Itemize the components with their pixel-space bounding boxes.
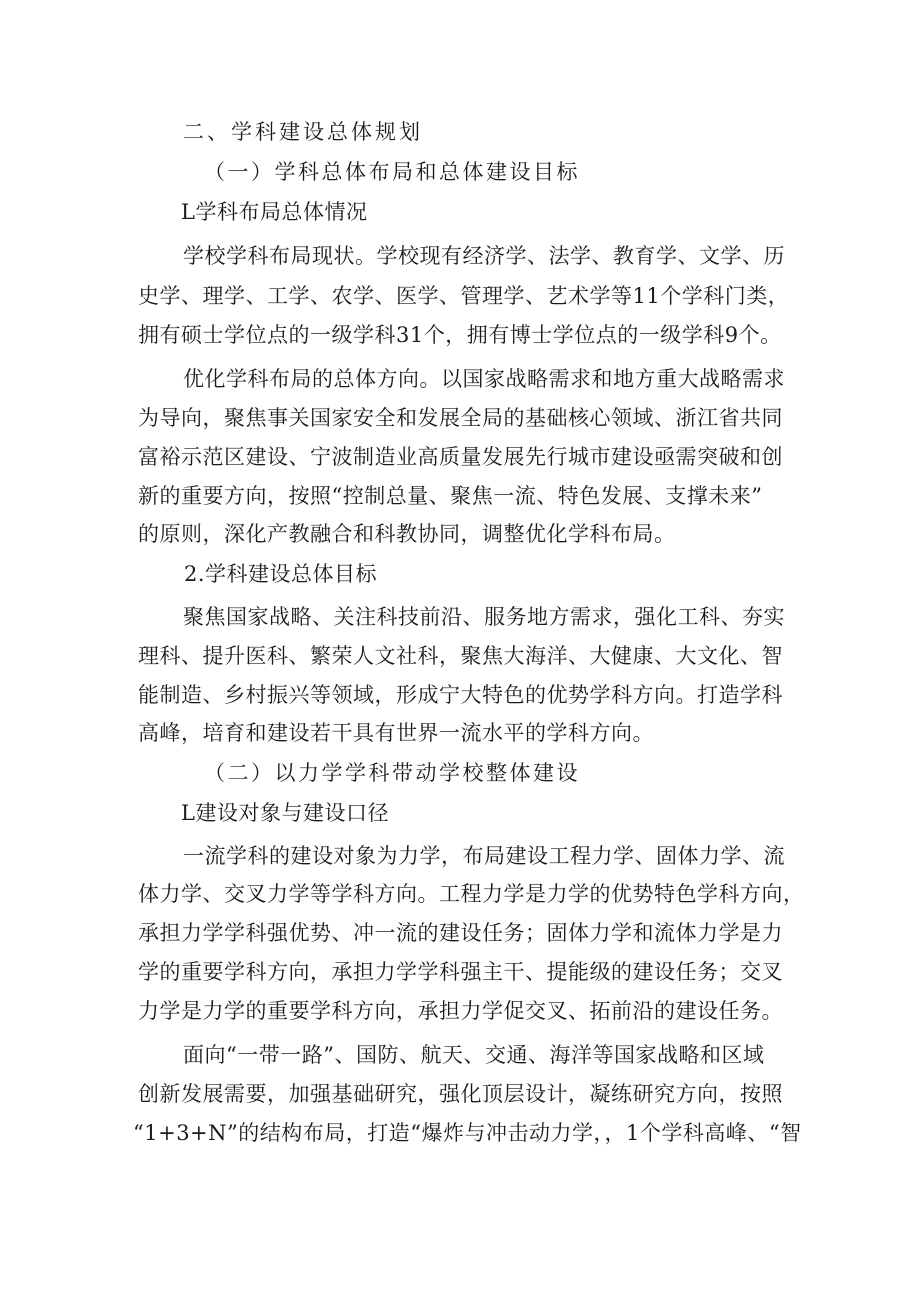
paragraph-line: 拥有硕士学位点的一级学科31个，拥有博士学位点的一级学科9个。 (138, 323, 782, 347)
paragraph-line: 富裕示范区建设、宁波制造业高质量发展先行城市建设亟需突破和创 (138, 445, 783, 469)
paragraph-line: 体力学、交叉力学等学科方向。工程力学是力学的优势特色学科方向， (138, 882, 805, 906)
part1-item2-title: 2.学科建设总体目标 (184, 562, 378, 586)
paragraph-line: 学校学科布局现状。学校现有经济学、法学、教育学、文学、历 (183, 244, 785, 268)
paragraph-line: 高峰，培育和建设若干具有世界一流水平的学科方向。 (138, 721, 654, 745)
paragraph-line: 创新发展需要，加强基础研究，强化顶层设计，凝练研究方向，按照 (138, 1082, 783, 1106)
paragraph-line: 学的重要学科方向，承担力学学科强主干、提能级的建设任务；交叉 (138, 960, 783, 984)
paragraph-line: 能制造、乡村振兴等领域，形成宁大特色的优势学科方向。打造学科 (138, 683, 783, 707)
paragraph-line: 面向“一带一路”、国防、航天、交通、海洋等国家战略和区域 (183, 1043, 765, 1067)
part2-item1-title: L建设对象与建设口径 (181, 801, 389, 825)
paragraph-line: 承担力学学科强优势、冲一流的建设任务；固体力学和流体力学是力 (138, 921, 783, 945)
paragraph-line: 新的重要方向，按照“控制总量、聚焦一流、特色发展、支撑未来” (138, 484, 763, 508)
paragraph-line: 力学是力学的重要学科方向，承担力学促交叉、拓前沿的建设任务。 (138, 999, 783, 1023)
paragraph-line: 为导向，聚焦事关国家安全和发展全局的基础核心领域、浙江省共同 (138, 406, 783, 430)
part1-item1-title: L学科布局总体情况 (181, 200, 368, 224)
paragraph-line: 的原则，深化产教融合和科教协同，调整优化学科布局。 (138, 522, 676, 546)
paragraph-line: 聚焦国家战略、关注科技前沿、服务地方需求，强化工科、夯实 (183, 605, 785, 629)
paragraph-line: 史学、理学、工学、农学、医学、管理学、艺术学等11个学科门类， (138, 284, 790, 308)
part2-title: （二）以力学学科带动学校整体建设 (204, 761, 580, 785)
paragraph-line: 一流学科的建设对象为力学，布局建设工程力学、固体力学、流 (183, 844, 785, 868)
paragraph-line: 优化学科布局的总体方向。以国家战略需求和地方重大战略需求 (183, 367, 785, 391)
section-title: 二、学科建设总体规划 (183, 120, 423, 144)
part1-title: （一）学科总体布局和总体建设目标 (204, 160, 580, 184)
paragraph-line: “1+3+N”的结构布局，打造“爆炸与冲击动力学，，1个学科高峰、“智 (133, 1121, 802, 1145)
paragraph-line: 理科、提升医科、繁荣人文社科，聚焦大海洋、大健康、大文化、智 (138, 644, 783, 668)
